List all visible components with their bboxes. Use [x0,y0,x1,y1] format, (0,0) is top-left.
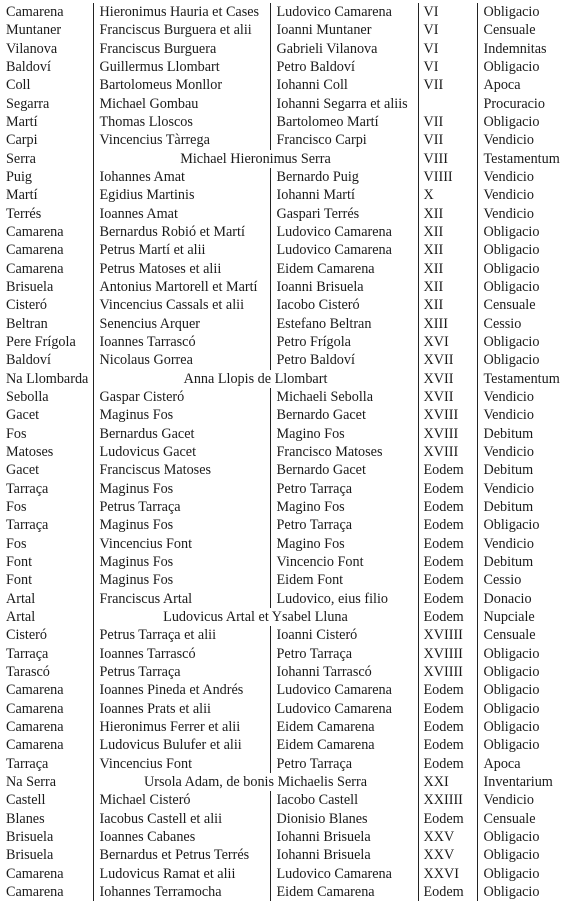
table-row [0,95,564,113]
day-cell: XII [418,223,477,241]
day-cell: VII [418,131,477,149]
grantor-cell: Maginus Fos [93,480,270,498]
document-type-cell: Censuale [477,21,564,39]
table-row [0,571,564,589]
parties-merged-cell: Ursola Adam, de bonis Michaelis Serra [93,773,418,791]
recipient-cell: Petro Tarraça [270,754,418,772]
document-type-cell: Obligacio [477,736,564,754]
day-cell: XVIII [418,425,477,443]
recipient-cell: Eidem Font [270,571,418,589]
surname-cell: Camarena [6,865,64,882]
recipient-cell: Eidem Camarena [270,883,418,901]
document-type-cell: Obligacio [477,644,564,662]
table-row [0,370,564,388]
document-type-cell: Obligacio [477,223,564,241]
table-row [0,663,564,681]
parties-merged-cell: Anna Llopis de Llombart [93,370,418,388]
document-type-cell: Vendicio [477,535,564,553]
table-row [0,828,564,846]
document-type-cell: Obligacio [477,333,564,351]
day-cell: XII [418,241,477,259]
recipient-cell: Francisco Matoses [270,443,418,461]
recipient-cell: Petro Tarraça [270,516,418,534]
recipient-cell: Iacobo Castell [270,791,418,809]
day-cell: VI [418,21,477,39]
day-cell: Eodem [418,754,477,772]
table-row [0,296,564,314]
surname-cell: Tarraça [6,755,49,772]
grantor-cell: Hieronimus Hauria et Cases [93,3,270,21]
table-row [0,681,564,699]
surname-cell: Na Llombarda [6,370,89,387]
document-type-cell: Censuale [477,809,564,827]
grantor-cell: Iohannes Terramocha [93,883,270,901]
day-cell: Eodem [418,553,477,571]
day-cell: XII [418,260,477,278]
document-type-cell: Obligacio [477,516,564,534]
recipient-cell: Dionisio Blanes [270,809,418,827]
table-row [0,241,564,259]
surname-cell: Baldoví [6,352,51,369]
table-row [0,626,564,644]
surname-cell: Font [6,554,33,570]
table-row [0,699,564,717]
grantor-cell: Franciscus Matoses [93,461,270,479]
surname-cell: Martí [6,114,38,131]
grantor-cell: Vincencius Tàrrega [93,131,270,149]
day-cell: XII [418,296,477,314]
recipient-cell: Ioanni Muntaner [270,21,418,39]
grantor-cell: Franciscus Artal [93,590,270,608]
recipient-cell: Bernardo Puig [270,168,418,186]
table-row [0,773,564,791]
recipient-cell: Gabrieli Vilanova [270,40,418,58]
recipient-cell: Eidem Camarena [270,736,418,754]
table-row [0,113,564,131]
grantor-cell: Franciscus Burguera et alii [93,21,270,39]
document-type-cell: Obligacio [477,663,564,681]
document-type-cell: Nupciale [477,608,564,626]
document-type-cell: Obligacio [477,883,564,901]
table-row [0,791,564,809]
day-cell: XVI [418,333,477,351]
grantor-cell: Michael Gombau [93,95,270,113]
grantor-cell: Iacobus Castell et alii [93,809,270,827]
table-row [0,754,564,772]
day-cell: XII [418,205,477,223]
day-cell: XXIIII [418,791,477,809]
document-type-cell: Vendicio [477,388,564,406]
recipient-cell: Ioanni Cisteró [270,626,418,644]
table-row [0,205,564,223]
table-row [0,516,564,534]
surname-cell: Muntaner [6,22,62,39]
table-row [0,736,564,754]
surname-cell: Brisuela [6,279,54,296]
day-cell: XVIII [418,406,477,424]
day-cell: Eodem [418,535,477,553]
surname-cell: Gacet [6,407,40,424]
table-row [0,186,564,204]
document-type-cell: Indemnitas [477,40,564,58]
document-type-cell: Debitum [477,553,564,571]
table-row [0,406,564,424]
table-row [0,260,564,278]
grantor-cell: Gaspar Cisteró [93,388,270,406]
day-cell: XVIIII [418,644,477,662]
day-cell: VI [418,58,477,76]
grantor-cell: Iohannes Amat [93,168,270,186]
day-cell [418,95,477,113]
recipient-cell: Ludovico Camarena [270,241,418,259]
surname-cell: Camarena [6,700,64,717]
table-row [0,443,564,461]
document-type-cell: Vendicio [477,406,564,424]
recipient-cell: Ludovico Camarena [270,3,418,21]
document-type-cell: Obligacio [477,846,564,864]
day-cell: XVIII [418,443,477,461]
surname-cell: Sebolla [6,389,49,406]
day-cell: XXVI [418,864,477,882]
day-cell: Eodem [418,461,477,479]
grantor-cell: Antonius Martorell et Martí [93,278,270,296]
recipient-cell: Iohanni Segarra et aliis [270,95,418,113]
recipient-cell: Francisco Carpi [270,131,418,149]
surname-cell: Gacet [6,462,40,479]
table-row [0,480,564,498]
document-type-cell: Vendicio [477,131,564,149]
document-type-cell: Vendicio [477,168,564,186]
day-cell: Eodem [418,498,477,516]
document-type-cell: Obligacio [477,718,564,736]
surname-cell: Cisteró [6,297,47,314]
recipient-cell: Bernardo Gacet [270,406,418,424]
recipient-cell: Bartolomeo Martí [270,113,418,131]
grantor-cell: Maginus Fos [93,406,270,424]
day-cell: Eodem [418,480,477,498]
surname-cell: Castell [6,792,46,809]
grantor-cell: Vincencius Font [93,754,270,772]
surname-cell: Vilanova [6,40,58,57]
surname-cell: Martí [6,187,38,204]
table-row [0,21,564,39]
day-cell: Eodem [418,718,477,736]
table-row [0,461,564,479]
grantor-cell: Hieronimus Ferrer et alii [93,718,270,736]
table-row [0,278,564,296]
grantor-cell: Bernardus Gacet [93,425,270,443]
surname-cell: Camarena [6,718,64,735]
table-row [0,590,564,608]
grantor-cell: Ludovicus Gacet [93,443,270,461]
surname-cell: Segarra [6,95,50,112]
day-cell: VIII [418,150,477,168]
document-type-cell: Obligacio [477,260,564,278]
table-row [0,168,564,186]
day-cell: Eodem [418,590,477,608]
grantor-cell: Maginus Fos [93,553,270,571]
document-type-cell: Vendicio [477,186,564,204]
table-row [0,846,564,864]
table-row [0,76,564,94]
surname-cell: Na Serra [6,773,57,790]
document-type-cell: Censuale [477,626,564,644]
grantor-cell: Vincencius Cassals et alii [93,296,270,314]
surname-cell: Cisteró [6,627,47,644]
recipient-cell: Bernardo Gacet [270,461,418,479]
day-cell: Eodem [418,883,477,901]
document-type-cell: Obligacio [477,351,564,369]
recipient-cell: Ludovico Camarena [270,864,418,882]
grantor-cell: Petrus Matoses et alii [93,260,270,278]
surname-cell: Puig [6,169,33,186]
table-row [0,315,564,333]
recipient-cell: Ludovico, eius filio [270,590,418,608]
document-type-cell: Vendicio [477,791,564,809]
surname-cell: Tarraça [6,645,49,662]
recipient-cell: Petro Baldoví [270,58,418,76]
grantor-cell: Ludovicus Ramat et alii [93,864,270,882]
grantor-cell: Maginus Fos [93,571,270,589]
table-row [0,425,564,443]
table-row [0,3,564,21]
document-type-cell: Obligacio [477,699,564,717]
grantor-cell: Petrus Tarraça et alii [93,626,270,644]
table-row [0,644,564,662]
recipient-cell: Ludovico Camarena [270,699,418,717]
grantor-cell: Petrus Tarraça [93,498,270,516]
document-type-cell: Obligacio [477,241,564,259]
recipient-cell: Iohanni Coll [270,76,418,94]
table-row [0,498,564,516]
table-row [0,608,564,626]
day-cell: VII [418,76,477,94]
table-row [0,864,564,882]
document-type-cell: Censuale [477,296,564,314]
day-cell: XXV [418,828,477,846]
day-cell: XII [418,278,477,296]
surname-cell: Fos [6,499,27,516]
surname-cell: Camarena [6,737,64,754]
surname-cell: Camarena [6,4,64,21]
recipient-cell: Iohanni Martí [270,186,418,204]
recipient-cell: Iohanni Brisuela [270,846,418,864]
document-type-cell: Vendicio [477,443,564,461]
document-type-cell: Obligacio [477,3,564,21]
grantor-cell: Bernardus Robió et Martí [93,223,270,241]
recipient-cell: Vincencio Font [270,553,418,571]
recipient-cell: Petro Frígola [270,333,418,351]
grantor-cell: Vincencius Font [93,535,270,553]
day-cell: VIIII [418,168,477,186]
table-row [0,388,564,406]
document-type-cell: Cessio [477,315,564,333]
recipient-cell: Petro Baldoví [270,351,418,369]
surname-cell: Camarena [6,260,64,277]
document-type-cell: Apoca [477,754,564,772]
table-row [0,718,564,736]
table-row [0,535,564,553]
day-cell: XVII [418,370,477,388]
surname-cell: Brisuela [6,847,54,864]
surname-cell: Camarena [6,224,64,241]
surname-cell: Pere Frígola [6,334,76,351]
surname-cell: Camarena [6,883,64,900]
parties-merged-cell: Michael Hieronimus Serra [93,150,418,168]
grantor-cell: Ioannes Pineda et Andrés [93,681,270,699]
recipient-cell: Iohanni Brisuela [270,828,418,846]
surname-cell: Fos [6,535,27,552]
grantor-cell: Ioannes Prats et alii [93,699,270,717]
recipient-cell: Petro Tarraça [270,644,418,662]
document-type-cell: Inventarium [477,773,564,791]
surname-cell: Carpi [6,132,38,149]
recipient-cell: Magino Fos [270,425,418,443]
parties-merged-cell: Ludovicus Artal et Ysabel Lluna [93,608,418,626]
grantor-cell: Thomas Lloscos [93,113,270,131]
register-table [0,3,564,901]
table-row [0,150,564,168]
grantor-cell: Bartolomeus Monllor [93,76,270,94]
recipient-cell: Magino Fos [270,535,418,553]
surname-cell: Beltran [6,315,48,332]
day-cell: VI [418,40,477,58]
grantor-cell: Franciscus Burguera [93,40,270,58]
document-type-cell: Obligacio [477,681,564,699]
surname-cell: Terrés [6,205,42,222]
surname-cell: Font [6,572,33,589]
table-row [0,883,564,901]
surname-cell: Camarena [6,682,64,699]
table-row [0,351,564,369]
day-cell: XVII [418,388,477,406]
recipient-cell: Iacobo Cisteró [270,296,418,314]
table-row [0,223,564,241]
day-cell: Eodem [418,516,477,534]
recipient-cell: Ioanni Brisuela [270,278,418,296]
document-type-cell: Apoca [477,76,564,94]
document-type-cell: Obligacio [477,58,564,76]
table-row [0,333,564,351]
grantor-cell: Ioannes Cabanes [93,828,270,846]
recipient-cell: Estefano Beltran [270,315,418,333]
surname-cell: Blanes [6,810,45,827]
surname-cell: Camarena [6,242,64,259]
day-cell: X [418,186,477,204]
surname-cell: Serra [6,150,36,167]
grantor-cell: Ioannes Tarrascó [93,333,270,351]
grantor-cell: Petrus Tarraça [93,663,270,681]
surname-cell: Coll [6,77,31,94]
day-cell: Eodem [418,681,477,699]
grantor-cell: Maginus Fos [93,516,270,534]
surname-cell: Tarraça [6,480,49,497]
day-cell: VII [418,113,477,131]
table-row [0,809,564,827]
document-type-cell: Debitum [477,461,564,479]
day-cell: XVIIII [418,663,477,681]
surname-cell: Tarraça [6,517,49,534]
day-cell: Eodem [418,571,477,589]
surname-cell: Matoses [6,444,54,461]
document-type-cell: Donacio [477,590,564,608]
day-cell: XXI [418,773,477,791]
day-cell: Eodem [418,736,477,754]
grantor-cell: Petrus Martí et alii [93,241,270,259]
grantor-cell: Senencius Arquer [93,315,270,333]
grantor-cell: Ioannes Tarrascó [93,644,270,662]
document-type-cell: Procuracio [477,95,564,113]
day-cell: XVIIII [418,626,477,644]
grantor-cell: Egidius Martinis [93,186,270,204]
document-type-cell: Obligacio [477,278,564,296]
grantor-cell: Ludovicus Bulufer et alii [93,736,270,754]
surname-cell: Baldoví [6,59,51,76]
day-cell: XIII [418,315,477,333]
table-row [0,131,564,149]
document-type-cell: Obligacio [477,113,564,131]
table-row [0,40,564,58]
surname-cell: Tarascó [6,663,50,680]
document-type-cell: Debitum [477,498,564,516]
document-type-cell: Testamentum [477,370,564,388]
table-row [0,58,564,76]
document-type-cell: Obligacio [477,864,564,882]
register-table-body [0,3,564,901]
grantor-cell: Guillermus Llombart [93,58,270,76]
day-cell: XXV [418,846,477,864]
surname-cell: Brisuela [6,828,54,845]
recipient-cell: Eidem Camarena [270,260,418,278]
day-cell: Eodem [418,809,477,827]
surname-cell: Artal [6,608,36,625]
day-cell: Eodem [418,608,477,626]
recipient-cell: Iohanni Tarrascó [270,663,418,681]
recipient-cell: Magino Fos [270,498,418,516]
recipient-cell: Gaspari Terrés [270,205,418,223]
document-type-cell: Testamentum [477,150,564,168]
grantor-cell: Nicolaus Gorrea [93,351,270,369]
document-type-cell: Debitum [477,425,564,443]
surname-cell: Fos [6,425,27,442]
day-cell: XVII [418,351,477,369]
day-cell: Eodem [418,699,477,717]
recipient-cell: Michaeli Sebolla [270,388,418,406]
grantor-cell: Bernardus et Petrus Terrés [93,846,270,864]
recipient-cell: Petro Tarraça [270,480,418,498]
recipient-cell: Ludovico Camarena [270,223,418,241]
document-type-cell: Cessio [477,571,564,589]
document-type-cell: Vendicio [477,205,564,223]
grantor-cell: Michael Cisteró [93,791,270,809]
recipient-cell: Ludovico Camarena [270,681,418,699]
day-cell: VI [418,3,477,21]
grantor-cell: Ioannes Amat [93,205,270,223]
document-type-cell: Obligacio [477,828,564,846]
document-type-cell: Vendicio [477,480,564,498]
table-row [0,553,564,571]
surname-cell: Artal [6,590,36,607]
recipient-cell: Eidem Camarena [270,718,418,736]
